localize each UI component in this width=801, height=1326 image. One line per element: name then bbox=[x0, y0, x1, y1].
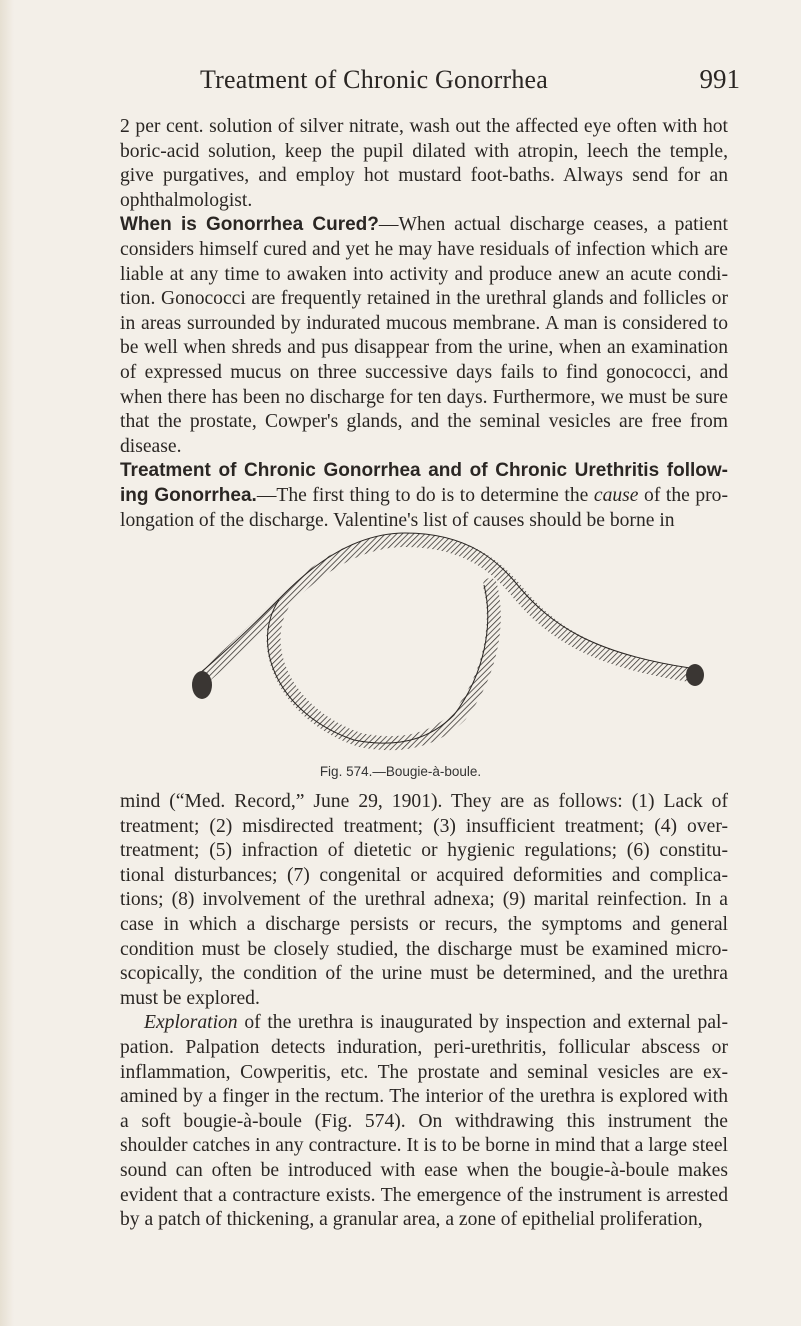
text-column-top bbox=[120, 115, 728, 533]
emphasis-cause: cause bbox=[593, 484, 639, 506]
page-edge-shadow bbox=[0, 0, 14, 1326]
paragraph-when-cured bbox=[120, 213, 728, 459]
instrument-shaft bbox=[200, 540, 690, 743]
paragraph-exploration bbox=[120, 1011, 728, 1232]
instrument-bulb-right bbox=[686, 664, 704, 686]
running-header bbox=[120, 64, 740, 95]
running-title: Treatment of Chronic Gonorrhea bbox=[200, 65, 549, 94]
bougie-a-boule-illustration bbox=[190, 525, 710, 755]
text-column-bottom bbox=[120, 790, 728, 1233]
paragraph-ophthalmia: 2 per cent. solution of silver nitrate, wash out the affected eye often with hot boric-acid solution, keep the pupil dilated with atropin, leech the temple, give purgatives, and employ hot mustard foot-baths. Always send for an ophthalmologist. bbox=[120, 116, 728, 211]
text-chronic-treatment-a: —The first thing to do is to determine the bbox=[256, 484, 594, 506]
paragraph-chronic-treatment bbox=[120, 459, 728, 533]
paragraph-causes-list: mind (“Med. Record,” June 29, 1901). They are as follows: (1) Lack of treatment; (2) misdirected treatment; (3) insufficient treatment; (4) over- treatment; (5) infraction of dietetic or hygienic regulations; (6) constitu- tional disturbances; (7) congenital or acquired deformities and complica- tions; (8) involvement of the urethral adnexa; (9) marital reinfection. In a case in which a discharge persists or recurs, the symptoms and general condition must be closely studied, the discharge must be examined micro- scopically, the condition of the urine must be determined, and the urethra must be explored. bbox=[120, 791, 728, 1009]
instrument-bulb-left bbox=[192, 671, 212, 699]
page-number: 991 bbox=[699, 64, 740, 94]
text-when-cured: —When actual discharge ceases, a patient considers himself cured and yet he may have residuals of infection which are liable at any time to awaken into activity and produce anew an acute condi- tion. Gonococci are frequently retained in the urethral glands and follicles or in areas surrounded by indurated mucous membrane. A man is considered to be well when shreds and pus disappear from the urine, when an examination of expressed mucus on three successive days fails to find gonococci, and when there has been no discharge for ten days. Furthermore, we must be sure that the prostate, Cowper's glands, and the seminal vesicles are free from disease. bbox=[120, 214, 728, 457]
heading-when-cured: When is Gonorrhea Cured? bbox=[120, 214, 379, 236]
text-chronic-treatment-b: of the pro- longation of the discharge. Valentine's list of causes should be borne in bbox=[120, 484, 728, 531]
text-exploration: of the urethra is inaugurated by inspection and external pal- pation. Palpation detects induration, peri-urethritis, follicular abscess or inflammation, Cowperitis, etc. The prostate and seminal vesicles are ex- amined by a finger in the rectum. The interior of the urethra is explored with a soft bougie-à-boule (Fig. 574). On withdrawing this instrument the shoulder catches in any contracture. It is to be borne in mind that a large steel sound can often be introduced with ease when the bougie-à-boule makes evident that a contracture exists. The emergence of the instrument is arrested by a patch of thickening, a granular area, a zone of epithelial proliferation, bbox=[120, 1012, 728, 1231]
emphasis-exploration: Exploration bbox=[144, 1012, 238, 1034]
figure-caption: Fig. 574.—Bougie-à-boule. bbox=[319, 764, 482, 779]
heading-chronic-treatment: Treatment of Chronic Gonorrhea and of Chronic Urethritis follow- ing Gonorrhea. bbox=[120, 460, 728, 506]
